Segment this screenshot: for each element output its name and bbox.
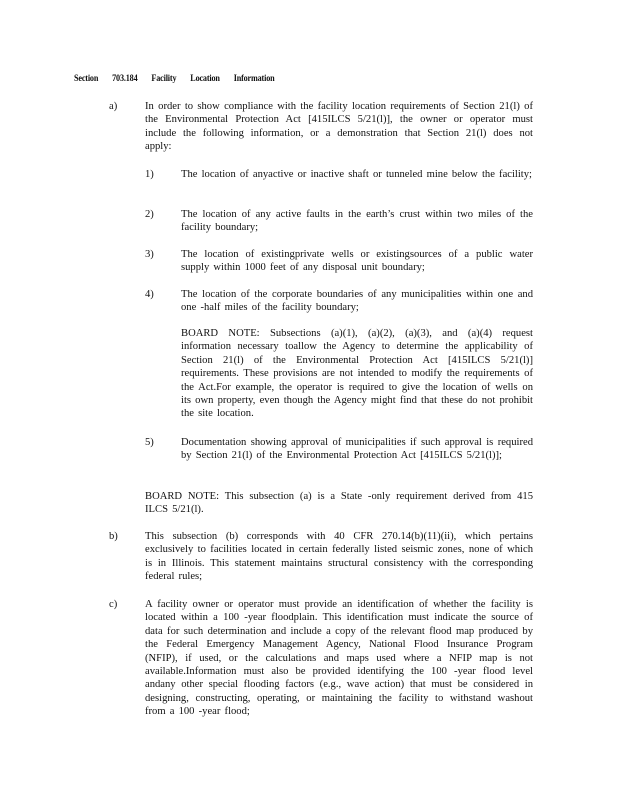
item-2-label: 2)	[145, 209, 154, 220]
section-title-word-1: Facility	[151, 74, 177, 84]
section-title-word-3: Information	[233, 74, 275, 84]
section-number: 703.184	[112, 74, 138, 84]
item-2-text: The location of any active faults in the earth’s crust within two miles of the facility boundary;	[181, 209, 533, 234]
board-note-outer: BOARD NOTE: This subsection (a) is a State -only requirement derived from 415 ILCS 5/21(l).	[145, 491, 533, 516]
item-3-text: The location of existingprivate wells or existingsources of a public water supply within 1000 feet of any disposal unit boundary;	[181, 249, 533, 274]
board-note-inner: BOARD NOTE: Subsections (a)(1), (a)(2), (a)(3), and (a)(4) request information necessary toallow the Agency to determine the applicability of Section 21(l) of the Environmental Protection Act [415ILCS 5/21(l)] requirements. These provisions are not intended to modify the requirements of the Act.For example, the operator is required to give the location of wells on its own property, even though the Agency might find that these do not prohibit the site location.	[181, 328, 533, 420]
subsection-a-text: In order to show compliance with the facility location requirements of Section 21(l) of the Environmental Protection Act [415ILCS 5/21(l)], the owner or operator must include the following information, or a demonstration that Section 21(l) does not apply:	[145, 101, 533, 153]
section-label: Section	[74, 74, 99, 84]
section-heading	[74, 74, 287, 84]
section-title-word-2: Location	[190, 74, 220, 84]
subsection-c-text: A facility owner or operator must provide an identification of whether the facility is located within a 100 -year floodplain. This identification must indicate the source of data for such determination and include a copy of the relevant flood map produced by the Federal Emergency Management Agency, National Flood Insurance Program (NFIP), if used, or the calculations and maps used where a NFIP map is not available.Information must also be provided identifying the 100 -year flood level andany other special flooding factors (e.g., wave action) that must be considered in designing, constructing, operating, or maintaining the facility to withstand washout from a 100 -year flood;	[145, 599, 533, 718]
subsection-c-label: c)	[109, 599, 118, 610]
item-1-label: 1)	[145, 169, 154, 180]
item-1-text: The location of anyactive or inactive shaft or tunneled mine below the facility;	[181, 169, 532, 180]
item-5-label: 5)	[145, 437, 154, 448]
item-4-text: The location of the corporate boundaries of any municipalities within one and one -half miles of the facility boundary;	[181, 289, 533, 314]
item-4-label: 4)	[145, 289, 154, 300]
item-5-text: Documentation showing approval of municipalities if such approval is required by Section 21(l) of the Environmental Protection Act [415ILCS 5/21(l)];	[181, 437, 533, 462]
subsection-a-label: a)	[109, 101, 118, 112]
item-3-label: 3)	[145, 249, 154, 260]
subsection-b-label: b)	[109, 531, 118, 542]
subsection-b-text: This subsection (b) corresponds with 40 CFR 270.14(b)(11)(ii), which pertains exclusively to facilities located in certain federally listed seismic zones, none of which is in Illinois. This statement maintains structural consistency with the corresponding federal rules;	[145, 531, 533, 583]
